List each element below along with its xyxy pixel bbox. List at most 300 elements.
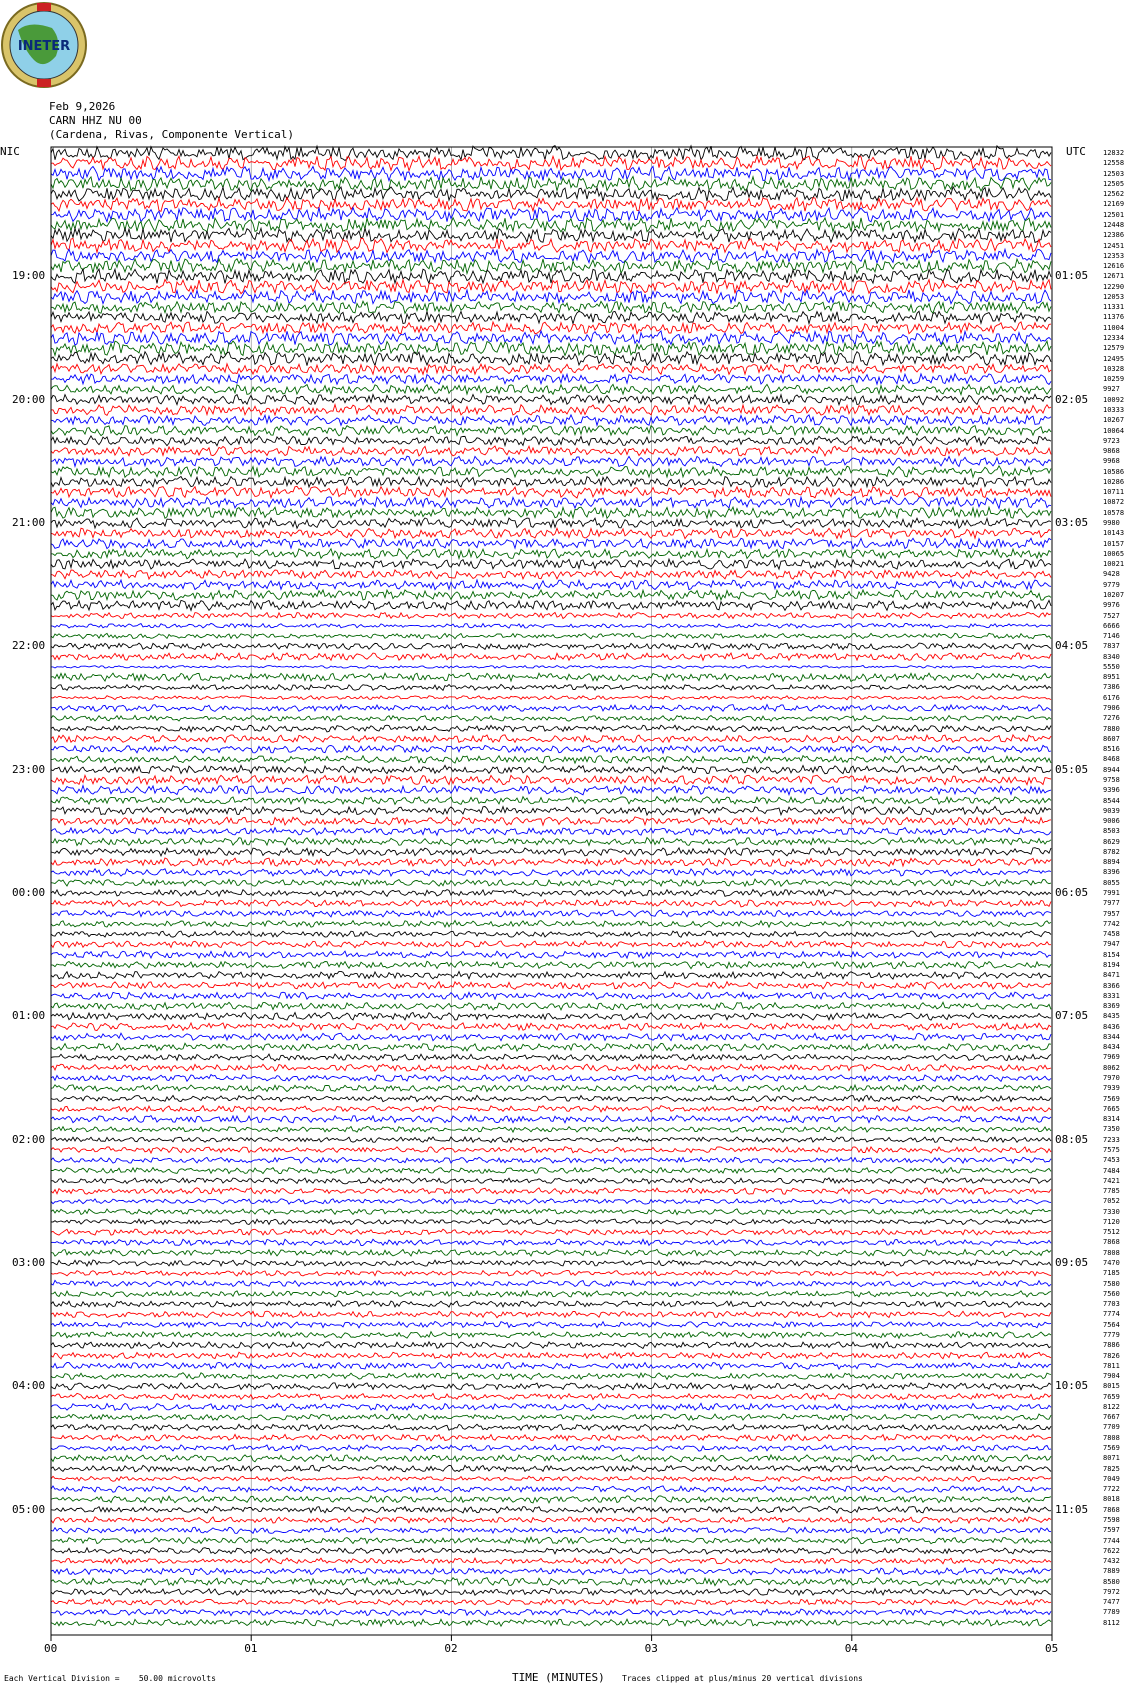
trace-amplitude: 12448	[1103, 220, 1125, 229]
trace-amplitude: 12558	[1103, 159, 1125, 168]
trace-line	[51, 1188, 1051, 1195]
trace-amplitude: 9428	[1103, 570, 1120, 579]
trace-line	[51, 1506, 1051, 1513]
x-tick-label: 01	[244, 1642, 258, 1655]
trace-amplitude: 7972	[1103, 1587, 1120, 1596]
trace-amplitude: 7350	[1103, 1125, 1120, 1134]
trace-line	[51, 394, 1051, 404]
trace-amplitude: 7722	[1103, 1485, 1120, 1494]
trace-line	[51, 1178, 1051, 1184]
trace-line	[51, 477, 1051, 488]
trace-line	[51, 1322, 1051, 1328]
trace-amplitude: 8366	[1103, 981, 1120, 990]
trace-amplitude: 7868	[1103, 1238, 1120, 1247]
trace-line	[51, 786, 1051, 795]
trace-line	[51, 982, 1051, 990]
trace-amplitude: 7421	[1103, 1176, 1120, 1185]
trace-line	[51, 331, 1051, 345]
trace-amplitude: 12503	[1103, 169, 1125, 178]
trace-line	[51, 374, 1051, 385]
trace-line	[51, 1373, 1051, 1380]
trace-amplitude: 7575	[1103, 1145, 1120, 1154]
trace-line	[51, 600, 1051, 610]
nic-hour-label: 22:00	[12, 639, 46, 653]
date-label: Feb 9,2026	[49, 100, 116, 113]
trace-line	[51, 1064, 1051, 1071]
trace-amplitude: 7969	[1103, 1053, 1120, 1062]
trace-line	[51, 1075, 1051, 1082]
trace-line	[51, 756, 1051, 764]
trace-amplitude: 10143	[1103, 529, 1125, 538]
trace-line	[51, 426, 1051, 436]
trace-amplitude: 12616	[1103, 262, 1125, 271]
trace-amplitude: 5550	[1103, 662, 1120, 671]
utc-hour-label: 03:05	[1055, 516, 1089, 529]
trace-line	[51, 890, 1051, 897]
trace-amplitude: 12169	[1103, 200, 1125, 209]
trace-amplitude: 7484	[1103, 1166, 1120, 1175]
trace-line	[51, 879, 1051, 886]
trace-amplitude: 8331	[1103, 991, 1120, 1000]
trace-line	[51, 580, 1051, 590]
trace-amplitude: 12353	[1103, 251, 1125, 260]
trace-amplitude: 8434	[1103, 1043, 1120, 1052]
trace-amplitude: 7146	[1103, 632, 1120, 641]
trace-amplitude: 7432	[1103, 1557, 1120, 1566]
trace-amplitude: 11376	[1103, 313, 1125, 322]
trace-amplitude: 8018	[1103, 1495, 1120, 1504]
trace-line	[51, 765, 1051, 773]
trace-line	[51, 1527, 1051, 1533]
trace-amplitude: 9006	[1103, 817, 1120, 826]
trace-line	[51, 518, 1051, 528]
utc-hour-label: 09:05	[1055, 1256, 1089, 1269]
trace-amplitude: 7458	[1103, 930, 1120, 939]
trace-amplitude: 8122	[1103, 1402, 1120, 1411]
trace-amplitude: 9968	[1103, 457, 1120, 466]
trace-amplitude: 9927	[1103, 385, 1120, 394]
trace-amplitude: 7667	[1103, 1413, 1120, 1422]
trace-amplitude: 10092	[1103, 395, 1125, 404]
trace-line	[51, 1588, 1051, 1595]
trace-amplitude: 7233	[1103, 1135, 1120, 1144]
trace-amplitude: 10578	[1103, 508, 1125, 517]
trace-amplitude: 7947	[1103, 940, 1120, 949]
trace-amplitude: 7744	[1103, 1536, 1120, 1545]
utc-hour-label: 02:05	[1055, 392, 1089, 406]
trace-line	[51, 951, 1051, 958]
trace-line	[51, 207, 1051, 222]
trace-line	[51, 249, 1051, 263]
trace-amplitude: 7904	[1103, 1372, 1120, 1381]
trace-amplitude: 7598	[1103, 1515, 1120, 1524]
trace-amplitude: 8344	[1103, 1032, 1120, 1041]
trace-line	[51, 549, 1051, 559]
trace-amplitude: 8062	[1103, 1063, 1120, 1072]
trace-amplitude: 12562	[1103, 190, 1125, 199]
trace-line	[51, 1548, 1051, 1554]
trace-amplitude: 9868	[1103, 447, 1120, 456]
nic-hour-label: 02:00	[12, 1132, 46, 1146]
trace-line	[51, 705, 1051, 712]
trace-line	[51, 838, 1051, 846]
trace-line	[51, 806, 1051, 815]
trace-line	[51, 1280, 1051, 1286]
trace-line	[51, 1043, 1051, 1051]
trace-amplitude: 7276	[1103, 714, 1120, 723]
x-axis-ticks	[51, 1635, 1052, 1641]
trace-line	[51, 507, 1051, 518]
scale-note: Each Vertical Division = 50.00 microvolts	[4, 1674, 216, 1683]
trace-line	[51, 1393, 1051, 1399]
trace-amplitude: 9976	[1103, 601, 1120, 610]
trace-line	[51, 961, 1051, 968]
right-axis-title: UTC	[1066, 145, 1086, 158]
trace-line	[51, 1311, 1051, 1318]
trace-amplitude: 8436	[1103, 1022, 1120, 1031]
trace-amplitude: 10259	[1103, 375, 1125, 384]
trace-line	[51, 166, 1051, 180]
trace-line	[51, 623, 1051, 628]
nic-hour-label: 05:00	[12, 1502, 46, 1516]
trace-amplitude: 7049	[1103, 1474, 1120, 1483]
trace-line	[51, 1239, 1051, 1246]
trace-line	[51, 1229, 1051, 1235]
trace-line	[51, 858, 1051, 866]
trace-line	[51, 497, 1051, 509]
trace-line	[51, 684, 1051, 690]
trace-line	[51, 1342, 1051, 1349]
trace-amplitude: 7622	[1103, 1546, 1120, 1555]
trace-amplitude: 7785	[1103, 1187, 1120, 1196]
trace-amplitude: 8015	[1103, 1382, 1120, 1391]
trace-amplitude: 7665	[1103, 1104, 1120, 1113]
trace-line	[51, 538, 1051, 548]
nic-hour-label: 03:00	[12, 1256, 46, 1269]
trace-amplitude: 7868	[1103, 1505, 1120, 1514]
trace-line	[51, 1403, 1051, 1410]
trace-amplitude: 7453	[1103, 1156, 1120, 1165]
trace-amplitude: 10021	[1103, 560, 1125, 569]
trace-amplitude: 7330	[1103, 1207, 1120, 1216]
trace-line	[51, 900, 1051, 907]
trace-amplitude: 8396	[1103, 868, 1120, 877]
trace-amplitude: 7512	[1103, 1228, 1120, 1237]
trace-line	[51, 352, 1051, 366]
trace-line	[51, 1209, 1051, 1215]
trace-amplitude: 10267	[1103, 416, 1125, 425]
trace-amplitude: 10065	[1103, 549, 1125, 558]
trace-line	[51, 1167, 1051, 1173]
trace-amplitude: 10711	[1103, 488, 1125, 497]
x-tick-label: 05	[1045, 1642, 1059, 1655]
trace-line	[51, 1537, 1051, 1544]
trace-line	[51, 436, 1051, 446]
trace-amplitude: 10333	[1103, 405, 1125, 414]
clip-note: Traces clipped at plus/minus 20 vertical divisions	[622, 1674, 863, 1683]
trace-line	[51, 1271, 1051, 1277]
trace-amplitude: 7564	[1103, 1320, 1120, 1329]
trace-line	[51, 941, 1051, 948]
x-axis-title: TIME (MINUTES)	[512, 1671, 605, 1684]
trace-amplitude: 7527	[1103, 611, 1120, 620]
trace-amplitude: 8468	[1103, 755, 1120, 764]
trace-line	[51, 1033, 1051, 1041]
trace-line	[51, 590, 1051, 600]
trace-amplitude: 11004	[1103, 323, 1125, 332]
logo-text: INETER	[17, 39, 71, 54]
trace-amplitude: 8580	[1103, 1577, 1120, 1586]
trace-amplitude: 7477	[1103, 1598, 1120, 1607]
trace-amplitude: 12495	[1103, 354, 1125, 363]
utc-hour-label: 11:05	[1055, 1502, 1089, 1516]
trace-amplitude: 7808	[1103, 1248, 1120, 1257]
trace-amplitude: 8194	[1103, 960, 1120, 969]
trace-line	[51, 1013, 1051, 1021]
trace-line	[51, 1126, 1051, 1132]
trace-amplitude: 7826	[1103, 1351, 1120, 1360]
trace-line	[51, 725, 1051, 732]
trace-amplitude: 8314	[1103, 1115, 1120, 1124]
trace-line	[51, 415, 1051, 426]
x-tick-label: 02	[444, 1642, 458, 1655]
trace-line	[51, 775, 1051, 785]
trace-amplitude: 7991	[1103, 889, 1120, 897]
trace-line	[51, 486, 1051, 498]
nic-hour-label: 04:00	[12, 1379, 46, 1393]
trace-amplitude: 7703	[1103, 1300, 1120, 1309]
trace-line	[51, 1002, 1051, 1010]
trace-line	[51, 643, 1051, 650]
trace-line	[51, 1095, 1051, 1101]
trace-amplitude: 7977	[1103, 899, 1120, 908]
trace-amplitude: 10157	[1103, 539, 1125, 548]
trace-line	[51, 405, 1051, 416]
trace-amplitude: 9039	[1103, 806, 1120, 815]
location-label: (Cardena, Rivas, Componente Vertical)	[49, 128, 295, 141]
utc-hour-label: 06:05	[1055, 886, 1089, 899]
trace-line	[51, 633, 1051, 639]
x-tick-label: 00	[44, 1642, 58, 1655]
nic-hour-label: 00:00	[12, 886, 46, 899]
nic-hour-label: 23:00	[12, 762, 46, 776]
trace-amplitude: 12579	[1103, 344, 1125, 353]
trace-amplitude: 10286	[1103, 477, 1125, 486]
trace-amplitude: 7569	[1103, 1444, 1120, 1452]
trace-amplitude: 7880	[1103, 724, 1120, 733]
trace-amplitude: 7970	[1103, 1074, 1120, 1082]
trace-line	[51, 311, 1051, 323]
trace-amplitude: 7569	[1103, 1094, 1120, 1103]
trace-amplitude: 9396	[1103, 786, 1120, 795]
trace-amplitude: 12290	[1103, 282, 1125, 291]
trace-line	[51, 921, 1051, 928]
trace-line	[51, 1619, 1051, 1626]
trace-line	[51, 1476, 1051, 1481]
trace-line	[51, 341, 1051, 355]
trace-line	[51, 715, 1051, 721]
trace-line	[51, 1445, 1051, 1451]
trace-amplitude: 7825	[1103, 1464, 1120, 1473]
utc-hour-label: 01:05	[1055, 269, 1089, 283]
trace-amplitude: 8154	[1103, 950, 1120, 959]
trace-amplitude: 7939	[1103, 1084, 1120, 1093]
trace-amplitude: 7886	[1103, 1341, 1120, 1350]
trace-line	[51, 239, 1051, 253]
trace-line	[51, 910, 1051, 917]
trace-line	[51, 1260, 1051, 1266]
trace-amplitude: 8112	[1103, 1618, 1120, 1627]
trace-line	[51, 992, 1051, 999]
trace-amplitude: 8629	[1103, 837, 1120, 846]
trace-amplitude: 8544	[1103, 796, 1120, 805]
trace-line	[51, 931, 1051, 937]
trace-amplitude: 7811	[1103, 1361, 1120, 1370]
trace-amplitude: 10064	[1103, 426, 1125, 435]
trace-amplitude: 12451	[1103, 241, 1125, 250]
nic-hour-label: 19:00	[12, 269, 46, 283]
trace-amplitude: 9723	[1103, 436, 1120, 445]
trace-amplitude: 12505	[1103, 179, 1125, 188]
trace-line	[51, 653, 1051, 660]
nic-hour-label: 20:00	[12, 392, 46, 406]
trace-amplitude: 7185	[1103, 1269, 1120, 1278]
trace-line	[51, 1115, 1051, 1122]
trace-amplitude: 7889	[1103, 1567, 1120, 1576]
trace-line	[51, 570, 1051, 579]
trace-line	[51, 301, 1051, 313]
trace-line	[51, 364, 1051, 375]
trace-amplitude: 8471	[1103, 971, 1120, 980]
x-tick-label: 04	[844, 1642, 859, 1655]
trace-amplitude: 8340	[1103, 652, 1120, 661]
trace-line	[51, 559, 1051, 569]
trace-line	[51, 817, 1051, 825]
trace-line	[51, 848, 1051, 856]
seismic-traces	[51, 146, 1051, 1627]
trace-line	[51, 828, 1051, 836]
trace-amplitude: 12832	[1103, 149, 1125, 157]
trace-amplitude: 8894	[1103, 858, 1120, 867]
trace-line	[51, 1424, 1051, 1430]
trace-line	[51, 1414, 1051, 1420]
trace-line	[51, 613, 1051, 619]
trace-line	[51, 673, 1051, 681]
trace-amplitude: 10328	[1103, 364, 1125, 373]
trace-amplitude: 7779	[1103, 1330, 1120, 1339]
trace-amplitude: 7560	[1103, 1289, 1120, 1298]
trace-amplitude: 8782	[1103, 847, 1120, 856]
trace-line	[51, 1085, 1051, 1092]
trace-line	[51, 869, 1051, 877]
trace-amplitude: 8607	[1103, 734, 1120, 743]
trace-line	[51, 290, 1051, 304]
trace-amplitude: 7906	[1103, 704, 1120, 712]
trace-line	[51, 1137, 1051, 1143]
trace-line	[51, 696, 1051, 700]
trace-amplitude: 7386	[1103, 683, 1120, 692]
trace-line	[51, 466, 1051, 477]
trace-line	[51, 745, 1051, 753]
trace-line	[51, 1332, 1051, 1339]
trace-amplitude: 7774	[1103, 1310, 1120, 1319]
trace-line	[51, 1219, 1051, 1225]
trace-amplitude: 7659	[1103, 1392, 1120, 1401]
trace-line	[51, 1157, 1051, 1163]
trace-line	[51, 1023, 1051, 1031]
trace-amplitude: 6666	[1103, 621, 1120, 630]
trace-amplitude: 8369	[1103, 1002, 1120, 1011]
trace-line	[51, 528, 1051, 538]
utc-hour-label: 08:05	[1055, 1132, 1089, 1146]
trace-amplitude: 12386	[1103, 231, 1125, 240]
trace-line	[51, 446, 1051, 456]
trace-amplitude: 8516	[1103, 745, 1120, 754]
x-tick-label: 03	[644, 1642, 658, 1655]
trace-line	[51, 1517, 1051, 1523]
station-label: CARN HHZ NU 00	[49, 114, 142, 127]
trace-line	[51, 1249, 1051, 1256]
utc-hour-label: 10:05	[1055, 1379, 1089, 1393]
trace-amplitude: 7709	[1103, 1423, 1120, 1432]
trace-line	[51, 735, 1051, 743]
utc-hour-label: 05:05	[1055, 762, 1089, 776]
trace-line	[51, 971, 1051, 979]
trace-amplitude: 7120	[1103, 1217, 1120, 1226]
trace-amplitude: 6176	[1103, 693, 1120, 702]
trace-amplitude: 10586	[1103, 467, 1125, 476]
trace-amplitude: 7580	[1103, 1279, 1120, 1288]
trace-line	[51, 1609, 1051, 1616]
trace-amplitude: 7808	[1103, 1433, 1120, 1442]
trace-amplitude: 9758	[1103, 775, 1120, 784]
trace-line	[51, 1363, 1051, 1370]
trace-line	[51, 1578, 1051, 1586]
trace-amplitude: 10207	[1103, 590, 1125, 599]
trace-amplitude: 8055	[1103, 878, 1120, 887]
trace-line	[51, 665, 1051, 668]
trace-amplitude: 9779	[1103, 580, 1120, 589]
trace-amplitude: 12053	[1103, 292, 1125, 301]
trace-line	[51, 1147, 1051, 1153]
trace-amplitude: 7470	[1103, 1259, 1120, 1267]
trace-line	[51, 146, 1051, 161]
trace-amplitude: 12671	[1103, 272, 1125, 281]
trace-amplitude: 7742	[1103, 919, 1120, 928]
trace-amplitude: 7597	[1103, 1526, 1120, 1535]
trace-line	[51, 1106, 1051, 1112]
nic-hour-label: 01:00	[12, 1009, 46, 1023]
trace-line	[51, 1434, 1051, 1441]
trace-amplitude: 8435	[1103, 1012, 1120, 1021]
trace-amplitude: 8503	[1103, 827, 1120, 836]
trace-line	[51, 187, 1051, 201]
trace-line	[51, 1465, 1051, 1472]
trace-amplitude: 9980	[1103, 519, 1120, 527]
trace-line	[51, 1291, 1051, 1297]
trace-amplitude: 7837	[1103, 642, 1120, 651]
trace-amplitude: 10872	[1103, 498, 1125, 507]
trace-amplitude: 12501	[1103, 210, 1125, 219]
trace-amplitude: 12334	[1103, 334, 1125, 342]
left-axis-title: NIC	[0, 145, 20, 158]
trace-line	[51, 1199, 1051, 1204]
trace-line	[51, 384, 1051, 394]
trace-amplitude: 8951	[1103, 673, 1120, 682]
trace-amplitude: 7789	[1103, 1608, 1120, 1617]
trace-amplitude: 8071	[1103, 1454, 1120, 1463]
trace-amplitude: 7957	[1103, 909, 1120, 918]
